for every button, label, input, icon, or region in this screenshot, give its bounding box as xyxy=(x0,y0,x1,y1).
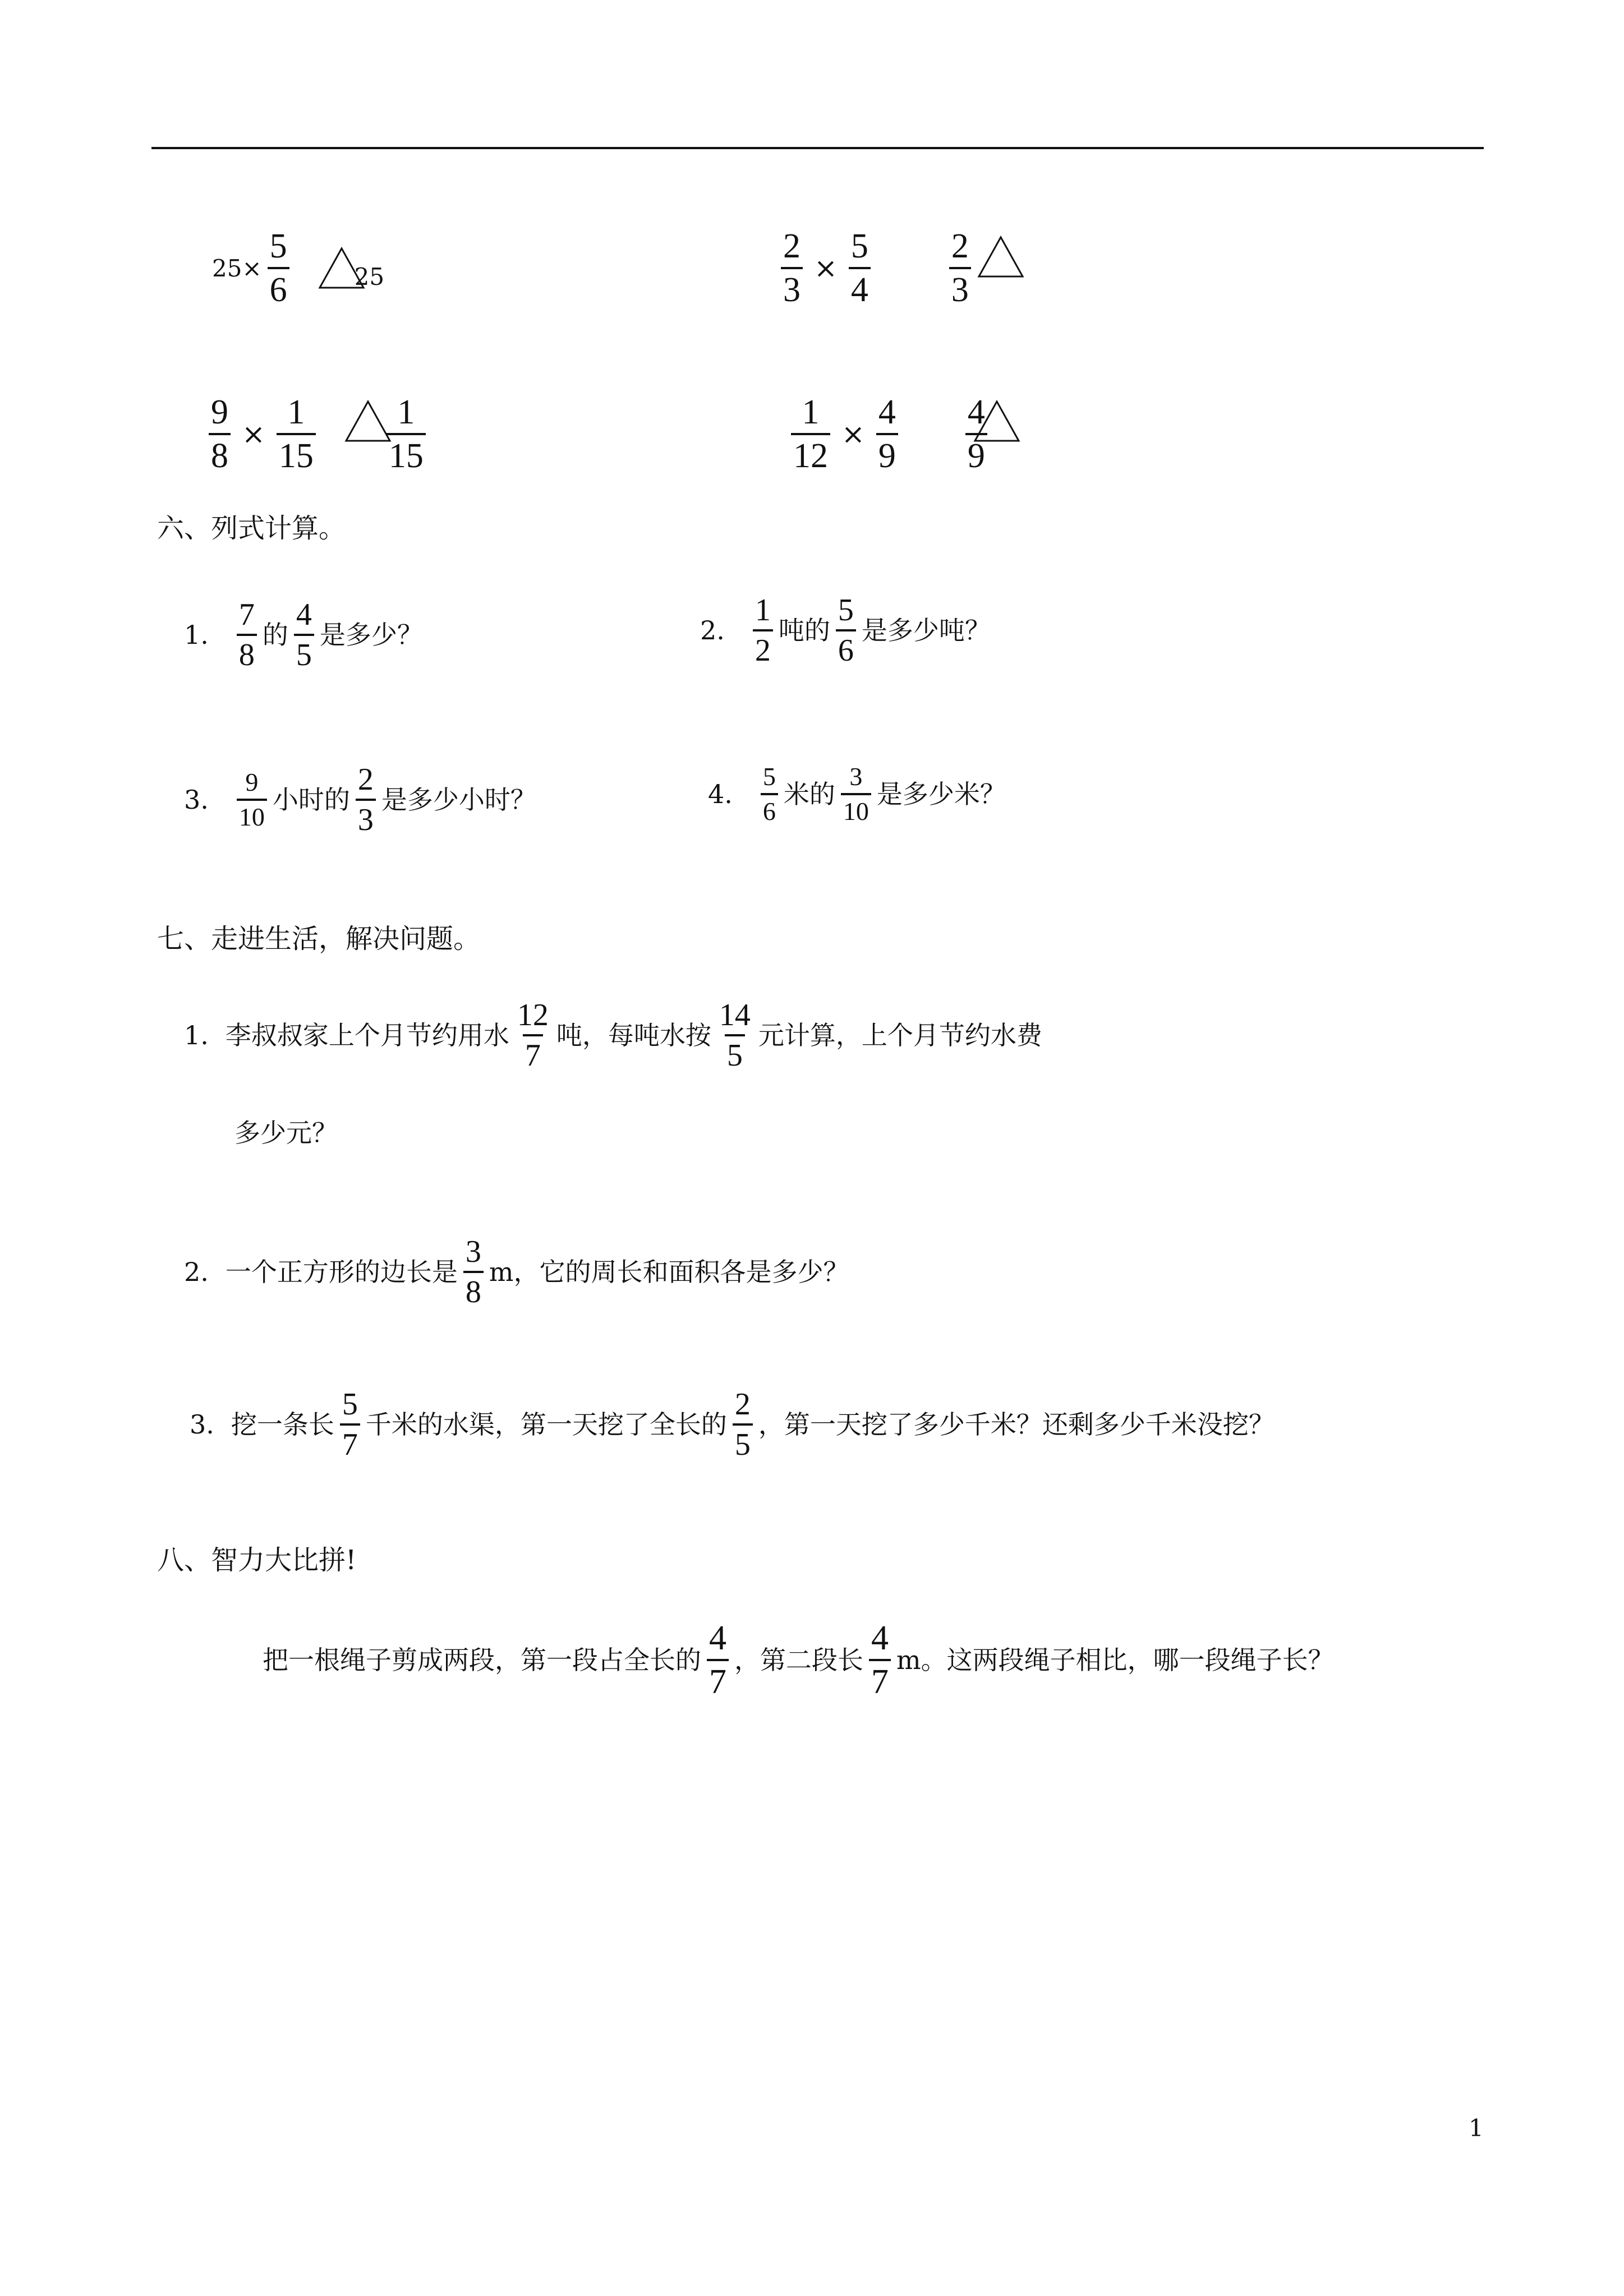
question-text: ，第二段长 xyxy=(734,1645,863,1675)
times-sign: × xyxy=(242,418,265,450)
fraction: $\frac{12}{7}$ xyxy=(517,998,549,1073)
fraction: $\frac{1}{2}$ xyxy=(753,594,773,666)
fraction: $\frac{4}{7}$ xyxy=(707,1621,729,1699)
question-text: 挖一条长 xyxy=(231,1409,334,1440)
compare-item-4 xyxy=(785,395,1021,473)
triangle-blank-icon[interactable] xyxy=(344,399,392,443)
section7-q2 xyxy=(184,1236,849,1308)
compare-item-1 xyxy=(212,229,384,307)
times-sign: × xyxy=(814,252,838,284)
question-text: 吨的 xyxy=(778,615,830,646)
compare-item-3 xyxy=(203,395,431,473)
section8-q1 xyxy=(263,1621,1334,1699)
fraction: $\frac{1}{15}$ xyxy=(387,395,426,473)
section6-q1 xyxy=(184,599,423,671)
question-text: m。这两段绳子相比，哪一段绳子长？ xyxy=(896,1645,1334,1675)
question-number: 4. xyxy=(708,779,733,809)
section6-q3 xyxy=(184,764,536,836)
question-text: 多少元？ xyxy=(234,1118,338,1148)
fraction: $\frac{2}{3}$ xyxy=(356,764,376,836)
question-text: 一个正方形的边长是 xyxy=(225,1257,458,1287)
fraction: $\frac{4}{5}$ xyxy=(294,599,314,671)
question-number: 3. xyxy=(184,785,209,815)
section7-q1-cont xyxy=(234,1116,338,1150)
question-text: 是多少？ xyxy=(319,620,423,650)
section-7-title: 七、走进生活，解决问题。 xyxy=(157,923,481,955)
question-number: 3. xyxy=(190,1409,214,1440)
section-6-title: 六、列式计算。 xyxy=(157,513,346,544)
section6-q4 xyxy=(708,764,1006,824)
question-text: 是多少小时？ xyxy=(381,785,536,815)
fraction: $\frac{1}{12}$ xyxy=(791,395,830,473)
fraction: $\frac{5}{6}$ xyxy=(761,764,778,824)
question-text: 把一根绳子剪成两段，第一段占全长的 xyxy=(263,1645,701,1675)
fraction: $\frac{5}{6}$ xyxy=(268,229,289,307)
fraction: $\frac{4}{9}$ xyxy=(876,395,898,473)
section7-q3 xyxy=(190,1389,1275,1460)
fraction: $\frac{14}{5}$ xyxy=(719,998,751,1073)
triangle-blank-icon[interactable] xyxy=(977,235,1025,279)
question-text: 李叔叔家上个月节约用水 xyxy=(225,1020,509,1050)
page-number: 1 xyxy=(1469,2114,1484,2142)
question-text: 千米的水渠，第一天挖了全长的 xyxy=(365,1409,727,1440)
triangle-blank-icon[interactable] xyxy=(973,399,1021,443)
fraction: $\frac{4}{7}$ xyxy=(869,1621,891,1699)
compare-item-2 xyxy=(775,229,1025,307)
question-text: 米的 xyxy=(783,779,835,809)
section-8-title: 八、智力大比拼! xyxy=(157,1545,357,1576)
fraction: $\frac{5}{7}$ xyxy=(340,1389,360,1460)
question-text: 是多少米？ xyxy=(876,779,1006,809)
fraction: $\frac{2}{3}$ xyxy=(949,229,971,307)
question-text: 吨，每吨水按 xyxy=(556,1020,711,1050)
fraction: $\frac{9}{10}$ xyxy=(237,769,267,830)
question-text: 小时的 xyxy=(272,785,350,815)
compare-tail: 25 xyxy=(354,262,385,291)
section7-q1 xyxy=(184,999,1042,1071)
fraction: $\frac{7}{8}$ xyxy=(237,599,257,671)
question-number: 1. xyxy=(184,620,209,650)
fraction: $\frac{3}{8}$ xyxy=(463,1236,484,1308)
header-rule xyxy=(151,147,1484,149)
question-number: 2. xyxy=(184,1257,209,1287)
fraction: $\frac{4}{9}$ xyxy=(965,395,987,473)
times-sign: × xyxy=(841,418,865,450)
question-text: ，第一天挖了多少千米？还剩多少千米没挖？ xyxy=(758,1409,1275,1440)
fraction: $\frac{5}{6}$ xyxy=(836,594,856,666)
fraction: $\frac{2}{3}$ xyxy=(781,229,803,307)
question-number: 1. xyxy=(184,1020,209,1050)
question-text: 元计算，上个月节约水费 xyxy=(758,1020,1042,1050)
question-text: 的 xyxy=(262,620,288,650)
question-text: m，它的周长和面积各是多少？ xyxy=(489,1257,849,1287)
fraction: $\frac{1}{15}$ xyxy=(277,395,316,473)
question-number: 2. xyxy=(700,615,725,646)
question-text: 是多少吨？ xyxy=(861,615,991,646)
section6-q2 xyxy=(700,594,991,666)
fraction: $\frac{9}{8}$ xyxy=(209,395,231,473)
fraction: $\frac{5}{4}$ xyxy=(849,229,871,307)
fraction: $\frac{2}{5}$ xyxy=(733,1389,753,1460)
fraction: $\frac{3}{10}$ xyxy=(841,764,871,824)
compare-lead: 25× xyxy=(212,254,262,282)
